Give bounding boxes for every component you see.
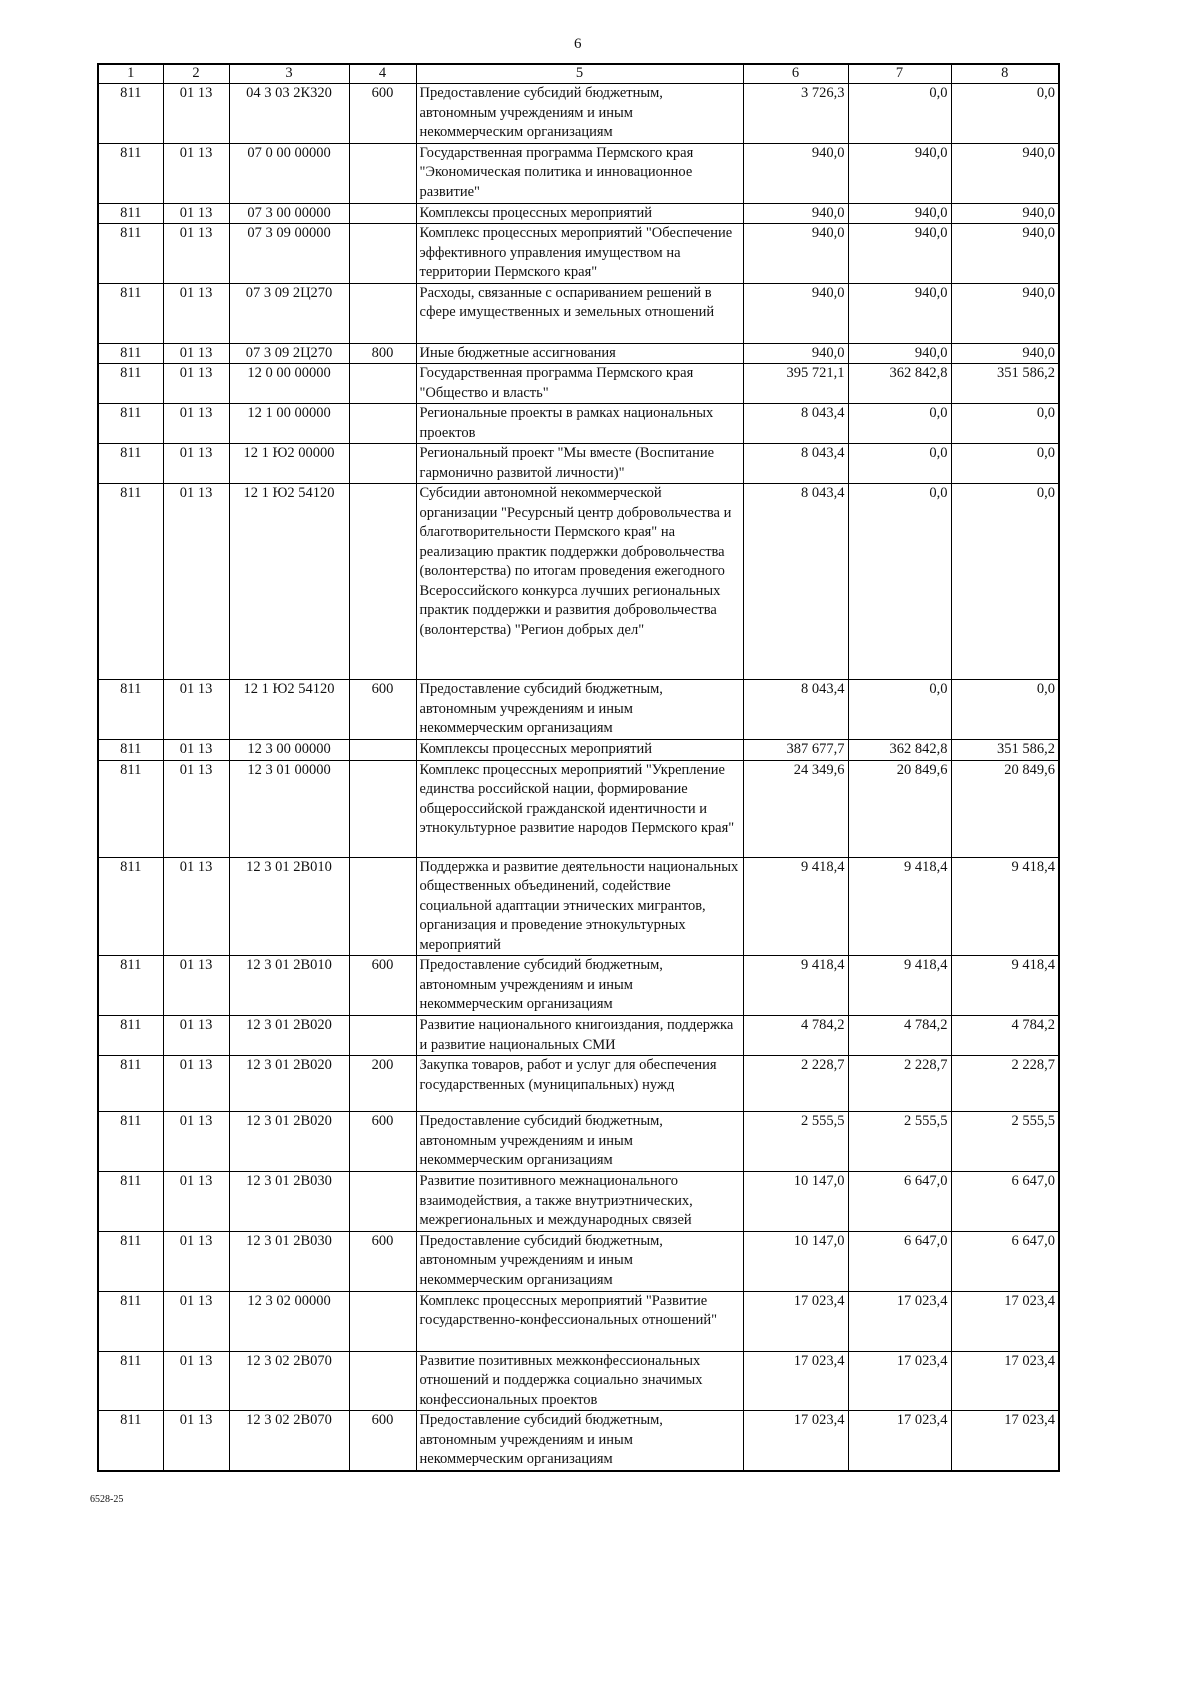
cell-description: Предоставление субсидий бюджетным, автономным учреждениям и иным некоммерческим организациям (416, 956, 743, 1016)
cell-kvsr: 811 (98, 1291, 163, 1351)
cell-amount-col6: 2 555,5 (743, 1112, 848, 1172)
cell-section: 01 13 (163, 857, 229, 956)
cell-amount-col6: 17 023,4 (743, 1411, 848, 1471)
cell-amount-col8: 940,0 (951, 203, 1059, 224)
cell-description: Региональные проекты в рамках национальных проектов (416, 404, 743, 444)
cell-target-article: 12 3 01 2В020 (229, 1056, 349, 1112)
cell-amount-col8: 351 586,2 (951, 364, 1059, 404)
cell-expense-type: 600 (349, 680, 416, 740)
cell-section: 01 13 (163, 1411, 229, 1471)
cell-section: 01 13 (163, 224, 229, 284)
cell-expense-type: 600 (349, 84, 416, 144)
cell-amount-col8: 9 418,4 (951, 956, 1059, 1016)
cell-amount-col8: 2 228,7 (951, 1056, 1059, 1112)
table-row (98, 1016, 1059, 1056)
cell-amount-col8: 6 647,0 (951, 1231, 1059, 1291)
cell-amount-col6: 4 784,2 (743, 1016, 848, 1056)
col-header: 7 (848, 64, 951, 84)
cell-amount-col8: 940,0 (951, 224, 1059, 284)
cell-amount-col7: 0,0 (848, 680, 951, 740)
cell-amount-col6: 940,0 (743, 224, 848, 284)
cell-amount-col6: 8 043,4 (743, 444, 848, 484)
cell-description: Предоставление субсидий бюджетным, автономным учреждениям и иным некоммерческим организациям (416, 1411, 743, 1471)
cell-amount-col7: 940,0 (848, 203, 951, 224)
cell-description: Развитие позитивного межнационального взаимодействия, а также внутриэтнических, межрегиональных и международных связей (416, 1172, 743, 1232)
table-row (98, 343, 1059, 364)
cell-amount-col8: 17 023,4 (951, 1291, 1059, 1351)
col-header: 1 (98, 64, 163, 84)
table-row (98, 84, 1059, 144)
cell-target-article: 12 3 01 2В030 (229, 1231, 349, 1291)
cell-amount-col6: 10 147,0 (743, 1231, 848, 1291)
table-row (98, 857, 1059, 956)
cell-amount-col7: 17 023,4 (848, 1411, 951, 1471)
cell-description: Закупка товаров, работ и услуг для обеспечения государственных (муниципальных) нужд (416, 1056, 743, 1112)
cell-amount-col6: 9 418,4 (743, 857, 848, 956)
cell-target-article: 12 3 01 2В030 (229, 1172, 349, 1232)
cell-target-article: 12 1 Ю2 54120 (229, 680, 349, 740)
table-row (98, 364, 1059, 404)
cell-target-article: 07 3 00 00000 (229, 203, 349, 224)
cell-amount-col6: 10 147,0 (743, 1172, 848, 1232)
cell-amount-col7: 9 418,4 (848, 857, 951, 956)
cell-expense-type (349, 203, 416, 224)
cell-target-article: 07 3 09 00000 (229, 224, 349, 284)
cell-expense-type: 200 (349, 1056, 416, 1112)
cell-target-article: 12 1 Ю2 54120 (229, 484, 349, 680)
cell-description: Поддержка и развитие деятельности национальных общественных объединений, содействие социальной адаптации этнических мигрантов, организация и проведение этнокультурных мероприятий (416, 857, 743, 956)
cell-section: 01 13 (163, 444, 229, 484)
cell-section: 01 13 (163, 1351, 229, 1411)
cell-expense-type (349, 283, 416, 343)
cell-target-article: 12 3 01 2В010 (229, 857, 349, 956)
cell-description: Комплекс процессных мероприятий "Обеспечение эффективного управления имуществом на территории Пермского края" (416, 224, 743, 284)
cell-expense-type (349, 1172, 416, 1232)
cell-expense-type (349, 760, 416, 857)
budget-table (97, 63, 1060, 1472)
cell-kvsr: 811 (98, 857, 163, 956)
cell-amount-col6: 8 043,4 (743, 680, 848, 740)
table-row (98, 760, 1059, 857)
page-number: 6 (574, 36, 582, 52)
cell-expense-type: 600 (349, 1112, 416, 1172)
cell-expense-type: 600 (349, 956, 416, 1016)
cell-section: 01 13 (163, 1016, 229, 1056)
cell-section: 01 13 (163, 283, 229, 343)
cell-description: Комплекс процессных мероприятий "Развитие государственно-конфессиональных отношений" (416, 1291, 743, 1351)
cell-amount-col7: 20 849,6 (848, 760, 951, 857)
cell-kvsr: 811 (98, 1411, 163, 1471)
cell-amount-col7: 0,0 (848, 84, 951, 144)
table-row (98, 740, 1059, 761)
cell-amount-col7: 940,0 (848, 143, 951, 203)
cell-target-article: 12 3 01 2В010 (229, 956, 349, 1016)
cell-section: 01 13 (163, 343, 229, 364)
table-row (98, 143, 1059, 203)
table-row (98, 1291, 1059, 1351)
table-row (98, 484, 1059, 680)
table-row (98, 956, 1059, 1016)
cell-kvsr: 811 (98, 143, 163, 203)
cell-amount-col7: 2 228,7 (848, 1056, 951, 1112)
cell-amount-col6: 8 043,4 (743, 484, 848, 680)
cell-amount-col6: 940,0 (743, 343, 848, 364)
cell-target-article: 12 0 00 00000 (229, 364, 349, 404)
cell-amount-col7: 0,0 (848, 484, 951, 680)
cell-amount-col7: 4 784,2 (848, 1016, 951, 1056)
cell-target-article: 12 1 00 00000 (229, 404, 349, 444)
cell-amount-col8: 20 849,6 (951, 760, 1059, 857)
cell-amount-col7: 940,0 (848, 343, 951, 364)
cell-kvsr: 811 (98, 956, 163, 1016)
cell-expense-type (349, 740, 416, 761)
table-row (98, 203, 1059, 224)
cell-section: 01 13 (163, 1231, 229, 1291)
col-header: 3 (229, 64, 349, 84)
cell-amount-col8: 0,0 (951, 84, 1059, 144)
cell-kvsr: 811 (98, 760, 163, 857)
cell-kvsr: 811 (98, 484, 163, 680)
cell-kvsr: 811 (98, 1112, 163, 1172)
cell-target-article: 12 3 01 00000 (229, 760, 349, 857)
cell-amount-col8: 6 647,0 (951, 1172, 1059, 1232)
cell-amount-col8: 940,0 (951, 143, 1059, 203)
cell-amount-col8: 0,0 (951, 444, 1059, 484)
cell-description: Региональный проект "Мы вместе (Воспитание гармонично развитой личности)" (416, 444, 743, 484)
cell-section: 01 13 (163, 740, 229, 761)
cell-section: 01 13 (163, 680, 229, 740)
col-header: 5 (416, 64, 743, 84)
cell-target-article: 12 3 00 00000 (229, 740, 349, 761)
cell-expense-type: 600 (349, 1231, 416, 1291)
cell-description: Комплекс процессных мероприятий "Укрепление единства российской нации, формирование общероссийской гражданской идентичности и этнокультурное развитие народов Пермского края" (416, 760, 743, 857)
cell-target-article: 07 3 09 2Ц270 (229, 343, 349, 364)
col-header: 6 (743, 64, 848, 84)
cell-amount-col6: 3 726,3 (743, 84, 848, 144)
cell-expense-type (349, 1016, 416, 1056)
table-row (98, 1351, 1059, 1411)
cell-amount-col7: 17 023,4 (848, 1351, 951, 1411)
cell-amount-col8: 4 784,2 (951, 1016, 1059, 1056)
cell-amount-col7: 9 418,4 (848, 956, 951, 1016)
cell-kvsr: 811 (98, 444, 163, 484)
table-row (98, 680, 1059, 740)
cell-amount-col8: 0,0 (951, 680, 1059, 740)
cell-amount-col7: 362 842,8 (848, 364, 951, 404)
cell-description: Государственная программа Пермского края "Общество и власть" (416, 364, 743, 404)
cell-amount-col8: 0,0 (951, 484, 1059, 680)
cell-expense-type: 600 (349, 1411, 416, 1471)
cell-section: 01 13 (163, 1172, 229, 1232)
cell-amount-col6: 940,0 (743, 143, 848, 203)
cell-description: Комплексы процессных мероприятий (416, 740, 743, 761)
cell-expense-type (349, 1351, 416, 1411)
cell-kvsr: 811 (98, 84, 163, 144)
col-header: 8 (951, 64, 1059, 84)
cell-description: Предоставление субсидий бюджетным, автономным учреждениям и иным некоммерческим организациям (416, 84, 743, 144)
cell-kvsr: 811 (98, 740, 163, 761)
cell-target-article: 12 3 01 2В020 (229, 1112, 349, 1172)
cell-target-article: 12 3 02 2В070 (229, 1351, 349, 1411)
cell-kvsr: 811 (98, 404, 163, 444)
col-header: 4 (349, 64, 416, 84)
cell-description: Развитие позитивных межконфессиональных отношений и поддержка социально значимых конфессиональных проектов (416, 1351, 743, 1411)
cell-target-article: 12 1 Ю2 00000 (229, 444, 349, 484)
cell-amount-col8: 0,0 (951, 404, 1059, 444)
table-row (98, 283, 1059, 343)
document-code: 6528-25 (90, 1494, 124, 1505)
cell-amount-col7: 0,0 (848, 404, 951, 444)
cell-expense-type (349, 364, 416, 404)
cell-amount-col6: 8 043,4 (743, 404, 848, 444)
cell-target-article: 12 3 02 00000 (229, 1291, 349, 1351)
cell-amount-col8: 940,0 (951, 283, 1059, 343)
cell-section: 01 13 (163, 143, 229, 203)
cell-description: Государственная программа Пермского края "Экономическая политика и инновационное развитие" (416, 143, 743, 203)
cell-amount-col8: 17 023,4 (951, 1351, 1059, 1411)
cell-target-article: 04 3 03 2К320 (229, 84, 349, 144)
column-number-row (98, 64, 1059, 84)
cell-amount-col8: 351 586,2 (951, 740, 1059, 761)
cell-amount-col7: 6 647,0 (848, 1172, 951, 1232)
cell-section: 01 13 (163, 84, 229, 144)
table-row (98, 1231, 1059, 1291)
cell-description: Развитие национального книгоиздания, поддержка и развитие национальных СМИ (416, 1016, 743, 1056)
cell-amount-col6: 2 228,7 (743, 1056, 848, 1112)
cell-amount-col8: 940,0 (951, 343, 1059, 364)
cell-target-article: 07 3 09 2Ц270 (229, 283, 349, 343)
cell-expense-type: 800 (349, 343, 416, 364)
cell-section: 01 13 (163, 404, 229, 444)
cell-section: 01 13 (163, 956, 229, 1016)
cell-kvsr: 811 (98, 1172, 163, 1232)
cell-kvsr: 811 (98, 680, 163, 740)
table-row (98, 1172, 1059, 1232)
cell-amount-col7: 940,0 (848, 283, 951, 343)
cell-expense-type (349, 484, 416, 680)
cell-section: 01 13 (163, 1112, 229, 1172)
cell-expense-type (349, 857, 416, 956)
cell-kvsr: 811 (98, 224, 163, 284)
cell-kvsr: 811 (98, 1231, 163, 1291)
cell-expense-type (349, 444, 416, 484)
cell-description: Комплексы процессных мероприятий (416, 203, 743, 224)
cell-amount-col6: 17 023,4 (743, 1351, 848, 1411)
cell-kvsr: 811 (98, 364, 163, 404)
cell-amount-col7: 6 647,0 (848, 1231, 951, 1291)
cell-target-article: 12 3 01 2В020 (229, 1016, 349, 1056)
cell-section: 01 13 (163, 364, 229, 404)
cell-kvsr: 811 (98, 1016, 163, 1056)
cell-amount-col6: 17 023,4 (743, 1291, 848, 1351)
cell-amount-col7: 362 842,8 (848, 740, 951, 761)
table-row (98, 224, 1059, 284)
cell-section: 01 13 (163, 484, 229, 680)
cell-kvsr: 811 (98, 1056, 163, 1112)
cell-section: 01 13 (163, 760, 229, 857)
cell-target-article: 07 0 00 00000 (229, 143, 349, 203)
cell-amount-col6: 387 677,7 (743, 740, 848, 761)
cell-amount-col8: 9 418,4 (951, 857, 1059, 956)
cell-amount-col6: 24 349,6 (743, 760, 848, 857)
cell-expense-type (349, 143, 416, 203)
cell-target-article: 12 3 02 2В070 (229, 1411, 349, 1471)
cell-amount-col7: 17 023,4 (848, 1291, 951, 1351)
cell-kvsr: 811 (98, 343, 163, 364)
cell-amount-col7: 0,0 (848, 444, 951, 484)
cell-amount-col6: 940,0 (743, 203, 848, 224)
table-row (98, 1056, 1059, 1112)
cell-amount-col8: 17 023,4 (951, 1411, 1059, 1471)
cell-expense-type (349, 1291, 416, 1351)
cell-description: Иные бюджетные ассигнования (416, 343, 743, 364)
cell-description: Предоставление субсидий бюджетным, автономным учреждениям и иным некоммерческим организациям (416, 1231, 743, 1291)
cell-amount-col7: 940,0 (848, 224, 951, 284)
cell-section: 01 13 (163, 1291, 229, 1351)
table-row (98, 444, 1059, 484)
cell-amount-col6: 395 721,1 (743, 364, 848, 404)
table-row (98, 404, 1059, 444)
cell-description: Субсидии автономной некоммерческой организации "Ресурсный центр добровольчества и благотворительности Пермского края" на реализацию практик поддержки добровольчества (волонтерства) по итогам проведения ежегодного Всероссийского конкурса лучших региональных практик поддержки и развития добровольчества (волонтерства) "Регион добрых дел" (416, 484, 743, 680)
table-row (98, 1112, 1059, 1172)
cell-expense-type (349, 224, 416, 284)
cell-amount-col6: 940,0 (743, 283, 848, 343)
cell-section: 01 13 (163, 203, 229, 224)
cell-kvsr: 811 (98, 283, 163, 343)
cell-section: 01 13 (163, 1056, 229, 1112)
cell-kvsr: 811 (98, 203, 163, 224)
col-header: 2 (163, 64, 229, 84)
cell-expense-type (349, 404, 416, 444)
cell-amount-col8: 2 555,5 (951, 1112, 1059, 1172)
cell-amount-col7: 2 555,5 (848, 1112, 951, 1172)
cell-description: Расходы, связанные с оспариванием решений в сфере имущественных и земельных отношений (416, 283, 743, 343)
cell-description: Предоставление субсидий бюджетным, автономным учреждениям и иным некоммерческим организациям (416, 680, 743, 740)
cell-description: Предоставление субсидий бюджетным, автономным учреждениям и иным некоммерческим организациям (416, 1112, 743, 1172)
cell-amount-col6: 9 418,4 (743, 956, 848, 1016)
cell-kvsr: 811 (98, 1351, 163, 1411)
table-row (98, 1411, 1059, 1471)
